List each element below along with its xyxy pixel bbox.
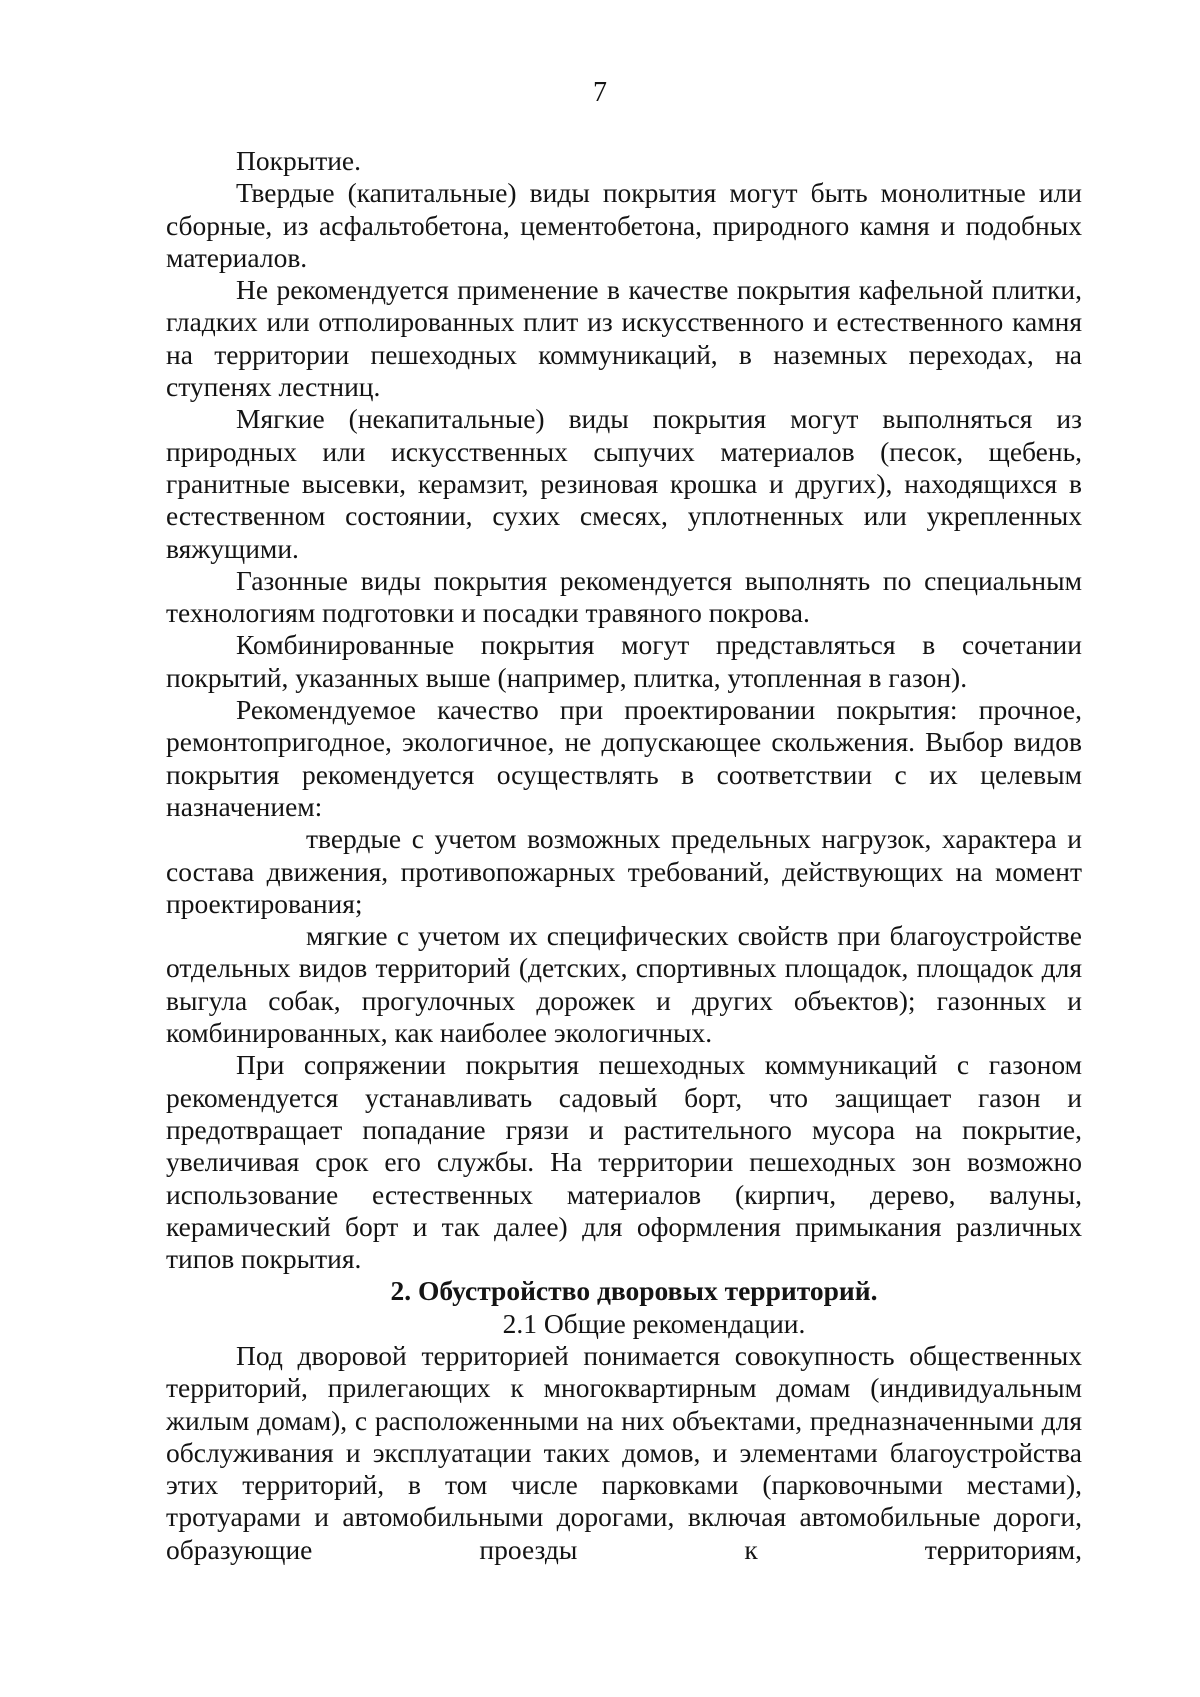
paragraph-soft-item <box>166 920 1082 1049</box>
paragraph-soft-item-lead: мягкие <box>306 920 388 952</box>
paragraph-lawn-coverage: Газонные виды покрытия рекомендуется выполнять по специальным технологиям подготовки и посадки травяного покрова. <box>166 564 1082 629</box>
paragraph-coverage-title: Покрытие. <box>236 145 362 176</box>
paragraph-hard-item <box>166 823 1082 920</box>
paragraph-soft-coverage: Мягкие (некапитальные) виды покрытия могут выполняться из природных или искусственных сыпучих материалов (песок, щебень, гранитные высевки, керамзит, резиновая крошка и других), находящихся в естественном состоянии, сухих смесях, уплотненных или укрепленных вяжущими. <box>166 403 1082 564</box>
subsection-heading: 2.1 Общие рекомендации. <box>502 1307 806 1339</box>
paragraph-soft-item-text: с учетом их специфических свойств при благоустройстве отдельных видов территорий (детских, спортивных площадок, площадок для выгула собак, прогулочных дорожек и других объектов); газонных и комбинированных, как наиболее экологичных. <box>166 920 1082 1049</box>
paragraph-not-recommended: Не рекомендуется применение в качестве покрытия кафельной плитки, гладких или отполированных плит из искусственного и естественного камня на территории пешеходных коммуникаций, в наземных переходах, на ступенях лестниц. <box>166 274 1082 403</box>
page-number: 7 <box>593 77 607 108</box>
paragraph-hard-coverage: Твердые (капитальные) виды покрытия могут быть монолитные или сборные, из асфальтобетона, цементобетона, природного камня и подобных материалов. <box>166 177 1082 273</box>
paragraph-combined-coverage: Комбинированные покрытия могут представляться в сочетании покрытий, указанных выше (например, плитка, утопленная в газон). <box>166 629 1082 693</box>
paragraph-garden-border: При сопряжении покрытия пешеходных коммуникаций с газоном рекомендуется устанавливать садовый борт, что защищает газон и предотвращает попадание грязи и растительного мусора на покрытие, увеличивая срок его службы. На территории пешеходных зон возможно использование естественных материалов (кирпич, дерево, валуны, керамический борт и так далее) для оформления примыкания различных типов покрытия. <box>166 1049 1082 1275</box>
paragraph-yard-definition: Под дворовой территорией понимается совокупность общественных территорий, прилегающих к многоквартирным домам (индивидуальным жилым домам), с расположенными на них объектами, предназначенными для обслуживания и эксплуатации таких домов, и элементами благоустройства этих территорий, в том числе парковками (парковочными местами), тротуарами и автомобильными дорогами, включая автомобильные дороги, образующие проезды к территориям, <box>166 1339 1082 1565</box>
document-body <box>166 145 1082 1566</box>
paragraph-recommended-quality: Рекомендуемое качество при проектировании покрытия: прочное, ремонтопригодное, экологичное, не допускающее скольжения. Выбор видов покрытия рекомендуется осуществлять в соответствии с их целевым назначением: <box>166 694 1082 822</box>
section-heading: 2. Обустройство дворовых территорий. <box>390 1275 878 1307</box>
paragraph-hard-item-lead: твердые <box>306 823 402 855</box>
paragraph-hard-item-text: с учетом возможных предельных нагрузок, характера и состава движения, противопожарных требований, действующих на момент проектирования; <box>166 823 1082 919</box>
